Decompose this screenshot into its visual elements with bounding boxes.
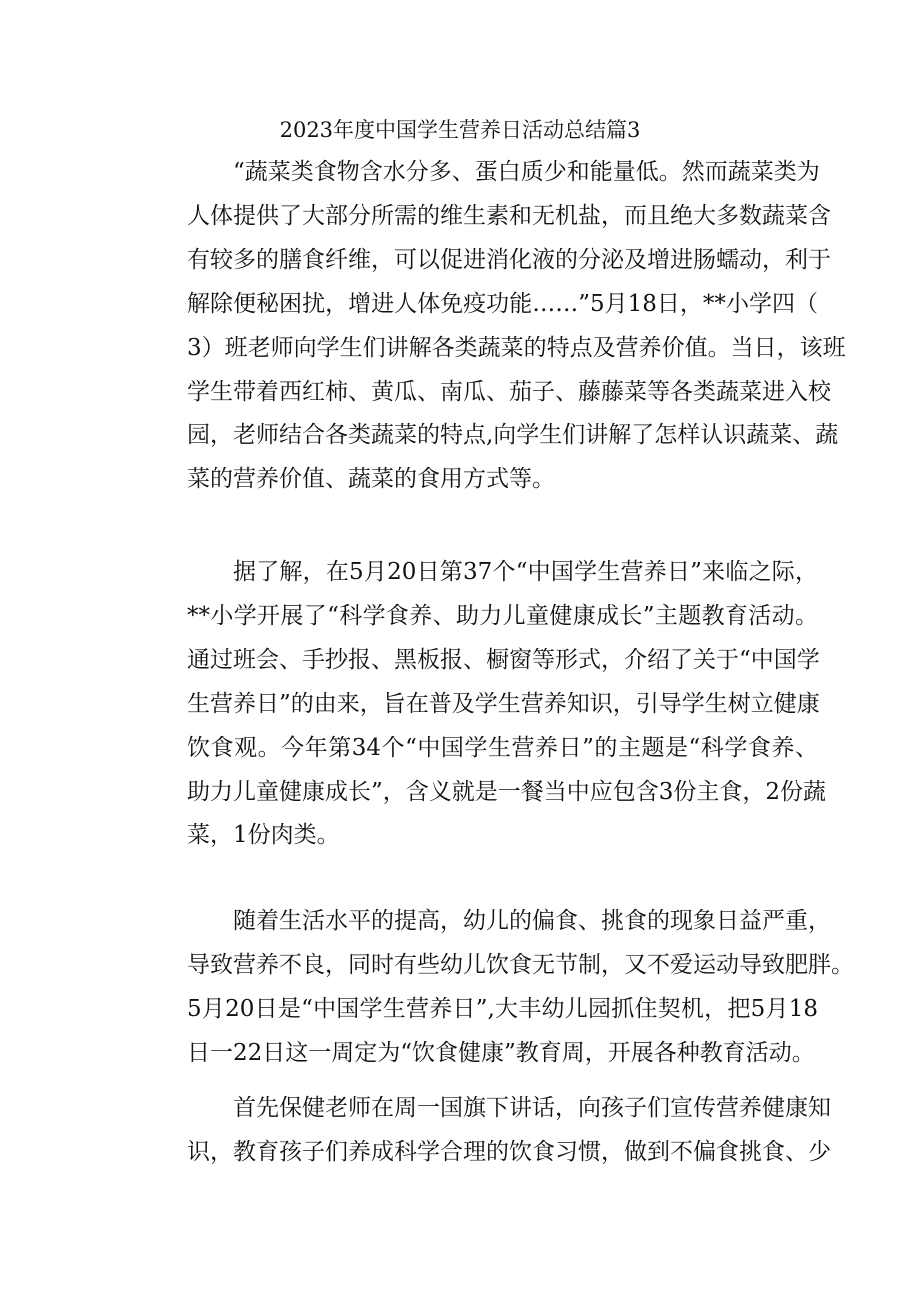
text-line: 人体提供了大部分所需的维生素和无机盐，而且绝大多数蔬菜含 <box>187 202 831 229</box>
text-line: 菜，1份肉类。 <box>187 822 340 849</box>
text-line: 随着生活水平的提高，幼儿的偏食、挑食的现象日益严重， <box>233 908 831 934</box>
text-line: 5月20日是“中国学生营养日”,大丰幼儿园抓住契机，把5月18 <box>187 995 818 1022</box>
document-title: 2023年度中国学生营养日活动总结篇3 <box>279 118 641 142</box>
text-line: “蔬菜类食物含水分多、蛋白质少和能量低。然而蔬菜类为 <box>233 159 820 185</box>
text-line: 饮食观。今年第34个“中国学生营养日”的主题是“科学食养、 <box>187 734 818 761</box>
text-line: 识，教育孩子们养成科学合理的饮食习惯，做到不偏食挑食、少 <box>187 1138 831 1165</box>
text-line: 解除便秘困扰，增进人体免疫功能……”5月18日，**小学四（ <box>187 290 818 317</box>
text-line: 日一22日这一周定为“饮食健康”教育周，开展各种教育活动。 <box>187 1039 815 1066</box>
text-line: 通过班会、手抄报、黑板报、橱窗等形式，介绍了关于“中国学 <box>187 646 820 673</box>
text-line: 据了解，在5月20日第37个“中国学生营养日”来临之际， <box>233 559 818 585</box>
text-line: **小学开展了“科学食养、助力儿童健康成长”主题教育活动。 <box>187 602 818 629</box>
text-line: 3）班老师向学生们讲解各类蔬菜的特点及营养价值。当日，该班 <box>187 334 846 361</box>
text-line: 有较多的膳食纤维，可以促进消化液的分泌及增进肠蠕动，利于 <box>187 246 831 273</box>
text-line: 学生带着西红柿、黄瓜、南瓜、茄子、藤藤菜等各类蔬菜进入校 <box>187 378 831 405</box>
text-line: 园，老师结合各类蔬菜的特点,向学生们讲解了怎样认识蔬菜、蔬 <box>187 422 839 449</box>
text-line: 助力儿童健康成长”，含义就是一餐当中应包含3份主食，2份蔬 <box>187 778 827 805</box>
text-line: 菜的营养价值、蔬菜的食用方式等。 <box>187 466 555 493</box>
text-line: 导致营养不良，同时有些幼儿饮食无节制，又不爱运动导致肥胖。 <box>187 951 854 978</box>
text-line: 生营养日”的由来，旨在普及学生营养知识，引导学生树立健康 <box>187 690 820 717</box>
text-line: 首先保健老师在周一国旗下讲话，向孩子们宣传营养健康知 <box>233 1095 831 1121</box>
